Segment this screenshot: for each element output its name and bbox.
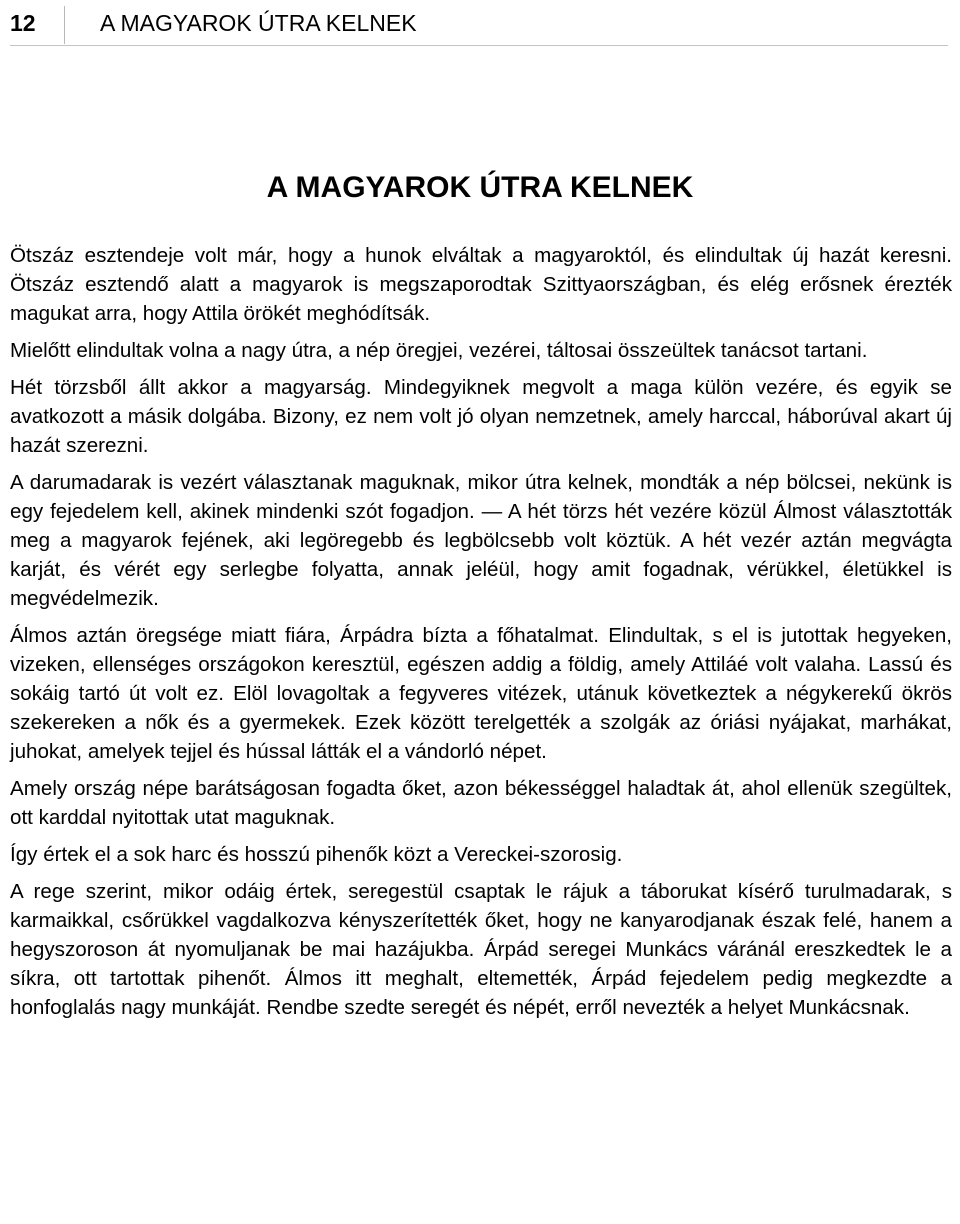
running-title: A MAGYAROK ÚTRA KELNEK bbox=[100, 10, 417, 36]
page-header bbox=[10, 6, 950, 46]
paragraph: Amely ország népe barátságosan fogadta őket, azon békességgel haladtak át, ahol ellenük szegültek, ott karddal nyitottak utat maguknak. bbox=[10, 777, 952, 829]
page-number: 12 bbox=[10, 10, 36, 36]
paragraph: Ötszáz esztendeje volt már, hogy a hunok elváltak a magyaroktól, és elindultak új hazát keresni. Ötszáz esztendő alatt a magyarok is megszaporodtak Szittyaországban, és elég erősnek érezték magukat arra, hogy Attila örökét meghódítsák. bbox=[10, 244, 952, 325]
header-rule bbox=[10, 45, 948, 46]
paragraph: Hét törzsből állt akkor a magyarság. Mindegyiknek megvolt a maga külön vezére, és egyik se avatkozott a másik dolgába. Bizony, ez nem volt jó olyan nemzetnek, amely harccal, háborúval akart új hazát szerezni. bbox=[10, 376, 952, 457]
body-text bbox=[10, 241, 952, 1030]
paragraph: Így értek el a sok harc és hosszú pihenők közt a Vereckei-szorosig. bbox=[10, 843, 623, 866]
header-divider bbox=[64, 6, 65, 44]
paragraph: A darumadarak is vezért választanak maguknak, mikor útra kelnek, mondták a nép bölcsei, nekünk is egy fejedelem kell, akinek mindenki szót fogadjon. ― A hét törzs hét vezére közül Álmost választották meg a magyarok fejének, aki legöregebb és legbölcsebb volt köztük. A hét vezér aztán megvágta karját, és vérét egy serlegbe folyatta, annak jeléül, hogy amit fogadnak, vérükkel, életükkel is megvédelmezik. bbox=[10, 471, 952, 610]
paragraph: Álmos aztán öregsége miatt fiára, Árpádra bízta a főhatalmat. Elindultak, s el is jutottak hegyeken, vizeken, ellenséges országokon keresztül, egészen addig a földig, amely Attiláé volt valaha. Lassú és sokáig tartó út volt ez. Elöl lovagoltak a fegyveres vitézek, utánuk következtek a négykerekű ökrös szekereken a nők és a gyermekek. Ezek között terelgették a szolgák az óriási nyájakat, marhákat, juhokat, amelyek tejjel és hússal látták el a vándorló népet. bbox=[10, 624, 952, 763]
paragraph: Mielőtt elindultak volna a nagy útra, a nép öregjei, vezérei, táltosai összeültek tanácsot tartani. bbox=[10, 339, 868, 362]
paragraph: A rege szerint, mikor odáig értek, seregestül csaptak le rájuk a táborukat kísérő turulmadarak, s karmaikkal, csőrükkel vagdalkozva kényszerítették őket, hogy ne kanyarodjanak észak felé, hanem a hegyszoroson át nyomuljanak be mai hazájukba. Árpád seregei Munkács váránál ereszkedtek le a síkra, ott tartottak pihenőt. Álmos itt meghalt, eltemették, Árpád fejedelem pedig megkezdte a honfoglalás nagy munkáját. Rendbe szedte seregét és népét, erről nevezték a helyet Munkácsnak. bbox=[10, 880, 952, 1019]
chapter-title: A MAGYAROK ÚTRA KELNEK bbox=[266, 171, 694, 204]
